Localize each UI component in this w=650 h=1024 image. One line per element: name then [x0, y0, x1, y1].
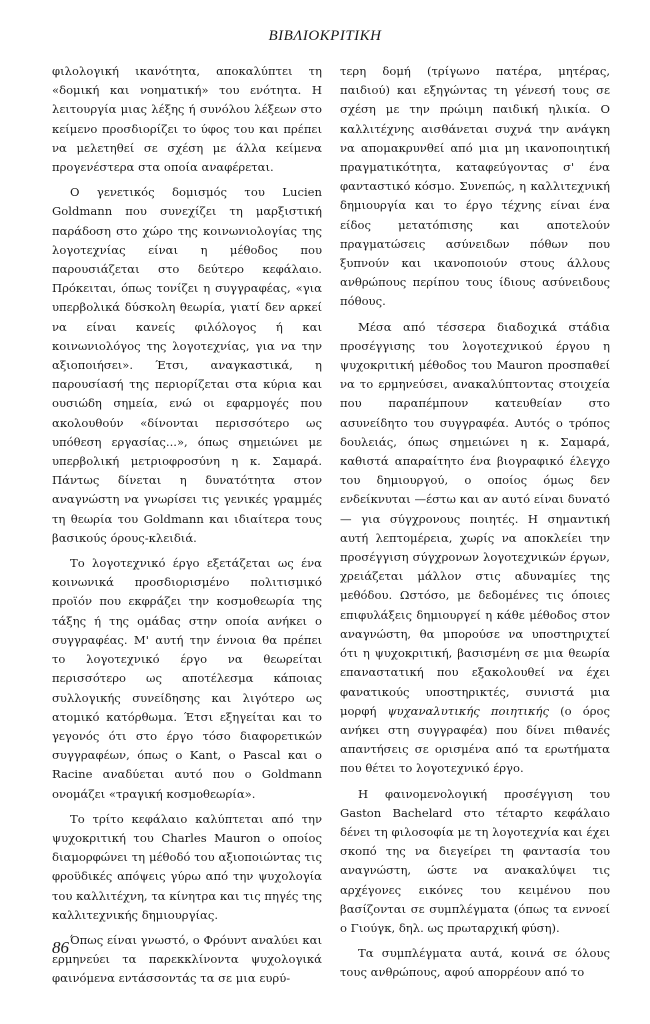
right-column	[340, 62, 610, 989]
paragraph: Το λογοτεχνικό έργο εξετάζεται ως ένα κοινωνικά προσδιορισμένο πολιτισμικό προϊόν που εκφράζει την κοσμοθεωρία της τάξης ή της ομάδας στην οποία ανήκει ο συγγραφέας. Μ' αυτή την έννοια θα πρέπει το λογοτεχνικό έργο να θεωρείται περισσότερο ως αποτέλεσμα κάποιας συλλογικής συνείδησης και λιγότερο ως ατομικό κατόρθωμα. Έτσι εξηγείται και το γεγονός ότι στο έργο τόσο διαφορετικών συγγραφέων, όπως ο Kant, ο Pascal και ο Racine αναδύεται αυτό που ο Goldmann ονομάζει «τραγική κοσμοθεωρία».	[52, 556, 322, 801]
paragraph: φιλολογική ικανότητα, αποκαλύπτει τη «δομική και νοηματική» του ενότητα. Η λειτουργία μιας λέξης ή συνόλου λέξεων στο κείμενο προσδιορίζει το ύφος του και πρέπει να μελετηθεί σε σχέση με άλλα κείμενα προγενέστερα στα οποία αναφέρεται.	[52, 64, 322, 175]
paragraph: Το τρίτο κεφάλαιο καλύπτεται από την ψυχοκριτική του Charles Mauron ο οποίος διαμορφώνει τη μέθοδό του αξιοποιώντας τις φροϋδικές απόψεις γύρω από την ψυχολογία του καλλιτέχνη, τα κίνητρα και τις πηγές της καλλιτεχνικής δημιουργίας.	[52, 811, 322, 922]
paragraph-text: (ο όρος ανήκει στη συγγραφέα) που δίνει πιθανές απαντήσεις σε ορισμένα από τα ερωτήματα που θέτει το λογοτεχνικό έργο.	[340, 703, 610, 776]
paragraph: τερη δομή (τρίγωνο πατέρα, μητέρας, παιδιού) και εξηγώντας τη γένεσή τους σε σχέση με την πρώιμη παιδική ηλικία. Ο καλλιτέχνης αισθάνεται συχνά την ανάγκη να απομακρυνθεί από μια μη ικανοποιητική πραγματικότητα, καταφεύγοντας σ' ένα φανταστικό κόσμο. Συνεπώς, η καλλιτεχνική δημιουργία και το έργο τέχνης είναι ένα είδος μετατόπισης και αποτελούν πραγματώσεις ασύνειδων πόθων που ξυπνούν και ικανοποιούν στους άλλους ανθρώπους περίπου τους ίδιους ασύνειδους πόθους.	[340, 64, 610, 309]
paragraph: Τα συμπλέγματα αυτά, κοινά σε όλους τους ανθρώπους, αφού απορρέουν από το	[340, 946, 610, 980]
paragraph: Η φαινομενολογική προσέγγιση του Gaston Bachelard στο τέταρτο κεφάλαιο δένει τη φιλοσοφία με τη λογοτεχνία και έχει σκοπό της να διεγείρει τη φαντασία του αναγνώστη, ώστε να ανακαλύψει τις αρχέγονες εικόνες του κειμένου που βασίζονται σε συμπλέγματα (όπως τα εννοεί ο Γιούγκ, δηλ. ως πρωταρχική φύση).	[340, 786, 610, 935]
page-number: 86	[52, 938, 69, 957]
paragraph: Όπως είναι γνωστό, ο Φρόυντ αναλύει και ερμηνεύει τα παρεκκλίνοντα ψυχολογικά φαινόμενα εντάσσοντάς τα σε μια ευρύ-	[52, 932, 322, 986]
paragraph	[340, 318, 610, 779]
italic-term: ψυχαναλυτικής ποιητικής	[387, 703, 549, 718]
running-header: ΒΙΒΛΙΟΚΡΙΤΙΚΗ	[268, 28, 382, 44]
left-column	[52, 62, 322, 995]
paragraph-text: Μέσα από τέσσερα διαδοχικά στάδια προσέγγισης του λογοτεχνικού έργου η ψυχοκριτική μέθοδος του Mauron προσπαθεί να το ερμηνεύσει, ανακαλύπτοντας στοιχεία που παραπέμπουν κατευθείαν στο ασυνείδητο του συγγραφέα. Αυτός ο τρόπος δουλειάς, όπως σημειώνει η κ. Σαμαρά, καθιστά απαραίτητο ένα βιογραφικό έλεγχο του δημιουργού, ο οποίος όμως δεν ενδείκνυται —έστω και αν αυτό είναι δυνατό— για σύγχρονους ποιητές. Η σημαντική αυτή λεπτομέρεια, χωρίς να αποκλείει την προσέγγιση σύγχρονων λογοτεχνικών έργων, χρειάζεται μάλλον στις αδυναμίες της μεθόδου. Ωστόσο, με δεδομένες τις όποιες επιφυλάξεις δημιουργεί η κάθε μέθοδος στον αναγνώστη, θα μπορούσε να υποστηριχτεί ότι η ψυχοκριτική, βασισμένη σε μια θεωρία επαναστατική που εξακολουθεί να έχει φανατικούς υποστηρικτές, συνιστά μια μορφή	[340, 319, 610, 718]
paragraph: Ο γενετικός δομισμός του Lucien Goldmann που συνεχίζει τη μαρξιστική παράδοση στο χώρο της κοινωνιολογίας της λογοτεχνίας είναι η μέθοδος που παρουσιάζεται στο δεύτερο κεφάλαιο. Πρόκειται, όπως τονίζει η συγγραφέας, «για υπερβολικά δύσκολη θεωρία, γιατί δεν αρκεί να είναι κανείς φιλόλογος ή και κοινωνιολόγος της λογοτεχνίας, για να την αξιοποιήσει». Έτσι, αναγκαστικά, η παρουσίασή της περιορίζεται στα κύρια και ουσιώδη σημεία, ενώ οι εφαρμογές που ακολουθούν «δίνονται περισσότερο ως υπόθεση εργασίας...», όπως σημειώνει με υπερβολική μετριοφροσύνη η κ. Σαμαρά. Πάντως δίνεται η δυνατότητα στον αναγνώστη να γνωρίσει τις γενικές γραμμές τη θεωρία του Goldmann και ιδιαίτερα τους βασικούς όρους-κλειδιά.	[52, 185, 322, 545]
